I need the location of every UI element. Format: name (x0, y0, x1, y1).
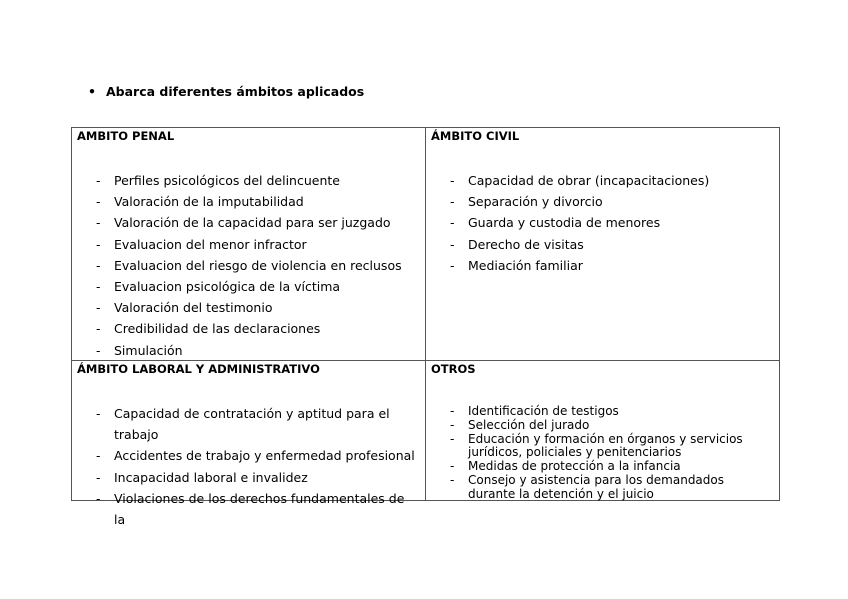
list-item-text: Accidentes de trabajo y enfermedad profesional (114, 448, 415, 464)
cell-penal (72, 128, 426, 361)
cell-laboral (72, 361, 426, 528)
list-item (72, 488, 425, 530)
list-item-text: Valoración de la capacidad para ser juzgado (114, 215, 391, 231)
list-item-text: Simulación (114, 342, 183, 358)
list-item (426, 460, 779, 474)
list-item-text: Guarda y custodia de menores (468, 215, 661, 231)
cell-otros (426, 361, 780, 501)
list-item (426, 433, 779, 461)
dash-marker: - (96, 469, 101, 485)
list-item-text: Valoración de la imputabilidad (114, 194, 304, 210)
list-item-text: Mediación familiar (468, 257, 583, 273)
list-item (72, 234, 425, 255)
cell-civil (426, 128, 780, 361)
dash-marker: - (450, 194, 455, 210)
dash-marker: - (450, 215, 455, 231)
list-civil (426, 170, 779, 276)
dash-marker: - (450, 404, 455, 418)
dash-marker: - (96, 406, 101, 421)
dash-marker: - (450, 417, 455, 432)
dash-marker: - (450, 236, 455, 252)
list-item (72, 297, 425, 318)
list-item (426, 419, 779, 433)
list-item-text: Evaluacion del menor infractor (114, 236, 307, 252)
list-item (72, 276, 425, 297)
list-item-text: Separación y divorcio (468, 194, 603, 210)
ambitos-table (71, 127, 780, 528)
list-item-text: Capacidad de contratación y aptitud para el trabajo (114, 406, 390, 443)
cell-title-otros: OTROS (431, 362, 476, 376)
list-item (72, 212, 425, 233)
list-item-text: Consejo y asistencia para los demandados durante la detención y el juicio (468, 472, 724, 501)
dash-marker: - (96, 490, 101, 506)
dash-marker: - (96, 173, 101, 188)
list-item-text: Evaluacion psicológica de la víctima (114, 279, 341, 295)
list-item-text: Educación y formación en órganos y servicios jurídicos, policiales y penitenciarios (468, 431, 743, 460)
heading-text: Abarca diferentes ámbitos aplicados (106, 84, 365, 99)
cell-title-civil: ÁMBITO CIVIL (431, 129, 520, 143)
list-item-text: Credibilidad de las declaraciones (114, 321, 321, 337)
list-item (72, 403, 425, 445)
dash-marker: - (450, 173, 455, 188)
cell-title-laboral: ÁMBITO LABORAL Y ADMINISTRATIVO (77, 362, 320, 376)
list-item-text: Medidas de protección a la infancia (468, 459, 681, 474)
list-item (72, 445, 425, 466)
dash-marker: - (96, 215, 101, 231)
list-item-text: Perfiles psicológicos del delincuente (114, 173, 340, 188)
list-item (426, 234, 779, 255)
list-item-text: Derecho de visitas (468, 236, 584, 252)
list-item (72, 255, 425, 276)
table-row (72, 128, 780, 361)
list-item (72, 191, 425, 212)
dash-marker: - (450, 472, 455, 487)
dash-marker: - (96, 300, 101, 316)
list-item-text: Identificación de testigos (468, 404, 619, 418)
bullet-heading (88, 84, 364, 99)
dash-marker: - (96, 342, 101, 358)
cell-title-penal: AMBITO PENAL (77, 129, 175, 143)
list-item (72, 340, 425, 361)
list-item (72, 467, 425, 488)
list-item-text: Incapacidad laboral e invalidez (114, 469, 308, 485)
bullet-icon: • (88, 84, 96, 99)
list-item-text: Capacidad de obrar (incapacitaciones) (468, 173, 710, 188)
list-item-text: Valoración del testimonio (114, 300, 273, 316)
dash-marker: - (96, 194, 101, 210)
list-item (426, 191, 779, 212)
dash-marker: - (96, 448, 101, 464)
table-row (72, 361, 780, 501)
dash-marker: - (450, 431, 455, 446)
dash-marker: - (450, 257, 455, 273)
list-laboral (72, 403, 425, 530)
list-item (426, 405, 779, 419)
list-item (72, 170, 425, 191)
list-item (72, 318, 425, 339)
dash-marker: - (96, 321, 101, 337)
list-item-text: Selección del jurado (468, 417, 590, 432)
dash-marker: - (96, 257, 101, 273)
list-item (426, 255, 779, 276)
list-item-text: Violaciones de los derechos fundamentales de la (114, 490, 405, 528)
list-item-text: Evaluacion del riesgo de violencia en reclusos (114, 257, 402, 273)
dash-marker: - (96, 279, 101, 295)
list-otros (426, 405, 779, 502)
list-item (426, 474, 779, 502)
dash-marker: - (96, 236, 101, 252)
list-item (426, 170, 779, 191)
list-penal (72, 170, 425, 361)
list-item (426, 212, 779, 233)
dash-marker: - (450, 459, 455, 474)
